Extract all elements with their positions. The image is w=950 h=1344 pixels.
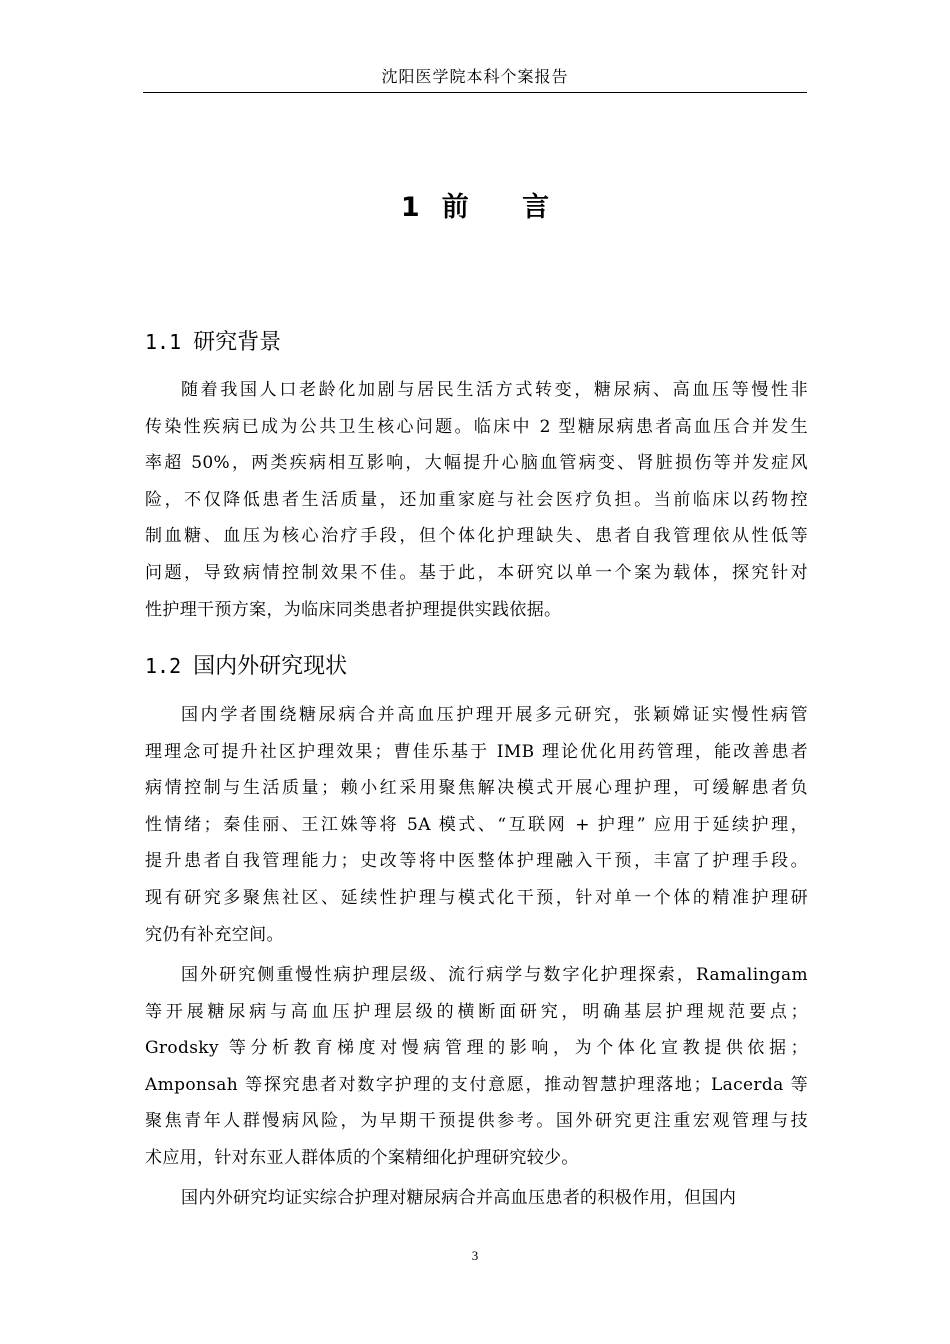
text-line: 国外研究侧重慢性病护理层级、流行病学与数字化护理探索，Ramalingam xyxy=(181,965,808,985)
section-title: 研究背景 xyxy=(193,330,282,355)
text-line: 术应用，针对东亚人群体质的个案精细化护理研究较少。 xyxy=(145,1147,579,1168)
text-line: 随着我国人口老龄化加剧与居民生活方式转变，糖尿病、高血压等慢性非 xyxy=(181,380,808,400)
section-title: 国内外研究现状 xyxy=(193,654,348,679)
text-line: 率超 50%，两类疾病相互影响，大幅提升心脑血管病变、肾脏损伤等并发症风 xyxy=(145,453,808,474)
text-line: 险，不仅降低患者生活质量，还加重家庭与社会医疗负担。当前临床以药物控 xyxy=(145,489,808,510)
section-number: 1.1 xyxy=(145,330,182,354)
text-line: 制血糖、血压为核心治疗手段，但个体化护理缺失、患者自我管理依从性低等 xyxy=(145,526,808,547)
text-line: 聚焦青年人群慢病风险，为早期干预提供参考。国外研究更注重宏观管理与技 xyxy=(145,1111,808,1132)
text-line: 传染性疾病已成为公共卫生核心问题。临床中 2 型糖尿病患者高血压合并发生 xyxy=(145,416,808,437)
text-line: 病情控制与生活质量；赖小红采用聚焦解决模式开展心理护理，可缓解患者负 xyxy=(145,778,808,799)
section-heading-1-1 xyxy=(145,324,281,361)
text-line: 提升患者自我管理能力；史改等将中医整体护理融入干预，丰富了护理手段。 xyxy=(145,851,808,872)
chapter-title xyxy=(0,188,950,228)
paragraph-background xyxy=(145,372,808,628)
paragraph-foreign-research xyxy=(145,957,808,1177)
text-line: 国内外研究均证实综合护理对糖尿病合并高血压患者的积极作用，但国内 xyxy=(181,1188,737,1208)
text-line: 性护理干预方案，为临床同类患者护理提供实践依据。 xyxy=(145,599,562,620)
text-line: 究仍有补充空间。 xyxy=(145,924,284,945)
text-line: 问题，导致病情控制效果不佳。基于此，本研究以单一个案为载体，探究针对 xyxy=(145,562,808,583)
text-line: 现有研究多聚焦社区、延续性护理与模式化干预，针对单一个体的精准护理研 xyxy=(145,887,808,908)
paragraph-summary xyxy=(145,1180,808,1217)
running-header xyxy=(143,64,807,93)
chapter-number: 1 xyxy=(400,192,420,223)
running-header-title: 沈阳医学院本科个案报告 xyxy=(381,67,569,86)
chapter-heading: 前 言 xyxy=(441,192,572,223)
page-number: 3 xyxy=(471,1248,479,1263)
text-line: Amponsah 等探究患者对数字护理的支付意愿，推动智慧护理落地；Lacerda 等 xyxy=(145,1074,808,1095)
text-line: Grodsky 等分析教育梯度对慢病管理的影响，为个体化宣教提供依据； xyxy=(145,1038,808,1059)
text-line: 理理念可提升社区护理效果；曹佳乐基于 IMB 理论优化用药管理，能改善患者 xyxy=(145,741,808,762)
text-line: 国内学者围绕糖尿病合并高血压护理开展多元研究，张颖嫦证实慢性病管 xyxy=(181,705,808,725)
text-line: 等开展糖尿病与高血压护理层级的横断面研究，明确基层护理规范要点； xyxy=(145,1001,808,1022)
section-number: 1.2 xyxy=(145,654,182,678)
text-line: 性情绪；秦佳丽、王江姝等将 5A 模式、“互联网 + 护理” 应用于延续护理， xyxy=(145,814,808,835)
section-heading-1-2 xyxy=(145,648,347,685)
paragraph-domestic-research xyxy=(145,697,808,953)
